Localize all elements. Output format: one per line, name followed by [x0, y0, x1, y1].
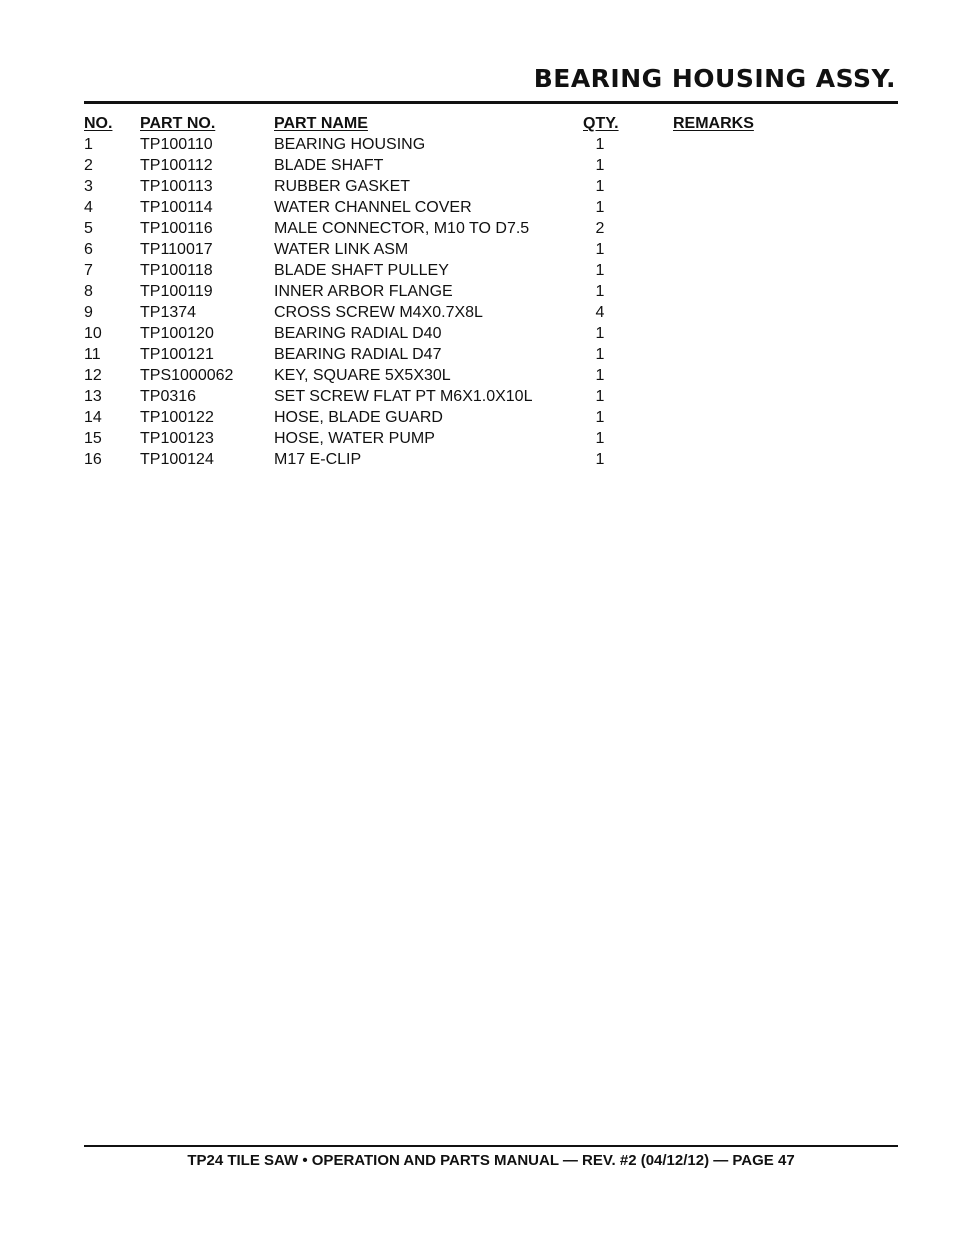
cell-qty: 1	[595, 199, 605, 216]
cell-qty: 1	[595, 283, 605, 300]
cell-part-no: TP100124	[140, 451, 214, 468]
header-part-no: PART NO.	[140, 115, 216, 132]
table-row	[84, 344, 784, 365]
table-row	[84, 365, 784, 386]
cell-part-name: BEARING RADIAL D47	[274, 346, 442, 363]
cell-part-name: MALE CONNECTOR, M10 TO D7.5	[274, 220, 530, 237]
cell-qty: 1	[595, 178, 605, 195]
title-divider	[84, 101, 898, 104]
table-row	[84, 155, 784, 176]
cell-part-name: SET SCREW FLAT PT M6X1.0X10L	[274, 388, 533, 405]
cell-part-name: INNER ARBOR FLANGE	[274, 283, 453, 300]
cell-part-name: BEARING HOUSING	[274, 136, 426, 153]
cell-part-name: CROSS SCREW M4X0.7X8L	[274, 304, 483, 321]
cell-part-no: TP100113	[140, 178, 213, 195]
parts-table	[84, 113, 784, 470]
cell-part-name: HOSE, BLADE GUARD	[274, 409, 443, 426]
header-part-name: PART NAME	[274, 115, 368, 132]
cell-part-no: TP100114	[140, 199, 213, 216]
footer-divider	[84, 1145, 898, 1147]
cell-part-name: WATER LINK ASM	[274, 241, 409, 258]
cell-qty: 4	[595, 304, 605, 321]
cell-part-name: M17 E-CLIP	[274, 451, 362, 468]
table-row	[84, 449, 784, 470]
cell-no: 16	[84, 451, 102, 468]
cell-part-no: TP100121	[140, 346, 214, 363]
header-no: NO.	[84, 115, 113, 132]
cell-part-no: TP100123	[140, 430, 214, 447]
cell-part-no: TPS1000062	[140, 367, 234, 384]
cell-qty: 1	[595, 409, 605, 426]
cell-part-name: BLADE SHAFT PULLEY	[274, 262, 449, 279]
cell-qty: 2	[595, 220, 605, 237]
cell-part-no: TP100118	[140, 262, 213, 279]
cell-part-name: HOSE, WATER PUMP	[274, 430, 435, 447]
cell-part-no: TP100110	[140, 136, 213, 153]
cell-qty: 1	[595, 136, 605, 153]
cell-no: 5	[84, 220, 93, 237]
cell-no: 3	[84, 178, 93, 195]
cell-no: 14	[84, 409, 102, 426]
header-qty: QTY.	[583, 115, 619, 132]
table-row	[84, 134, 784, 155]
table-row	[84, 218, 784, 239]
table-row	[84, 407, 784, 428]
cell-no: 6	[84, 241, 93, 258]
cell-part-no: TP0316	[140, 388, 197, 405]
cell-no: 15	[84, 430, 102, 447]
table-row	[84, 260, 784, 281]
cell-part-no: TP100122	[140, 409, 214, 426]
cell-part-name: RUBBER GASKET	[274, 178, 411, 195]
table-row	[84, 281, 784, 302]
cell-no: 13	[84, 388, 102, 405]
table-row	[84, 302, 784, 323]
cell-no: 11	[84, 346, 101, 363]
cell-part-name: BEARING RADIAL D40	[274, 325, 442, 342]
table-row	[84, 197, 784, 218]
cell-qty: 1	[595, 325, 605, 342]
cell-qty: 1	[595, 430, 605, 447]
cell-qty: 1	[595, 367, 605, 384]
table-row	[84, 239, 784, 260]
cell-part-no: TP100119	[140, 283, 213, 300]
cell-qty: 1	[595, 346, 605, 363]
cell-qty: 1	[595, 388, 605, 405]
table-header-row	[84, 113, 784, 134]
cell-qty: 1	[595, 262, 605, 279]
cell-part-no: TP110017	[140, 241, 213, 258]
cell-qty: 1	[595, 241, 605, 258]
cell-part-name: BLADE SHAFT	[274, 157, 384, 174]
cell-no: 7	[84, 262, 93, 279]
cell-part-name: KEY, SQUARE 5X5X30L	[274, 367, 451, 384]
cell-part-no: TP100112	[140, 157, 213, 174]
cell-no: 9	[84, 304, 93, 321]
cell-no: 12	[84, 367, 102, 384]
table-row	[84, 428, 784, 449]
cell-no: 4	[84, 199, 93, 216]
cell-part-no: TP100116	[140, 220, 213, 237]
table-row	[84, 176, 784, 197]
cell-no: 2	[84, 157, 93, 174]
page-footer: TP24 TILE SAW • OPERATION AND PARTS MANUAL — REV. #2 (04/12/12) — PAGE 47	[187, 1152, 795, 1169]
cell-part-no: TP1374	[140, 304, 197, 321]
cell-no: 1	[84, 136, 93, 153]
cell-qty: 1	[595, 157, 605, 174]
cell-part-name: WATER CHANNEL COVER	[274, 199, 472, 216]
cell-qty: 1	[595, 451, 605, 468]
table-row	[84, 386, 784, 407]
table-body	[84, 134, 784, 470]
page-title: BEARING HOUSING ASSY.	[533, 64, 896, 93]
header-remarks: REMARKS	[673, 115, 754, 132]
cell-no: 8	[84, 283, 93, 300]
cell-no: 10	[84, 325, 102, 342]
cell-part-no: TP100120	[140, 325, 214, 342]
table-row	[84, 323, 784, 344]
